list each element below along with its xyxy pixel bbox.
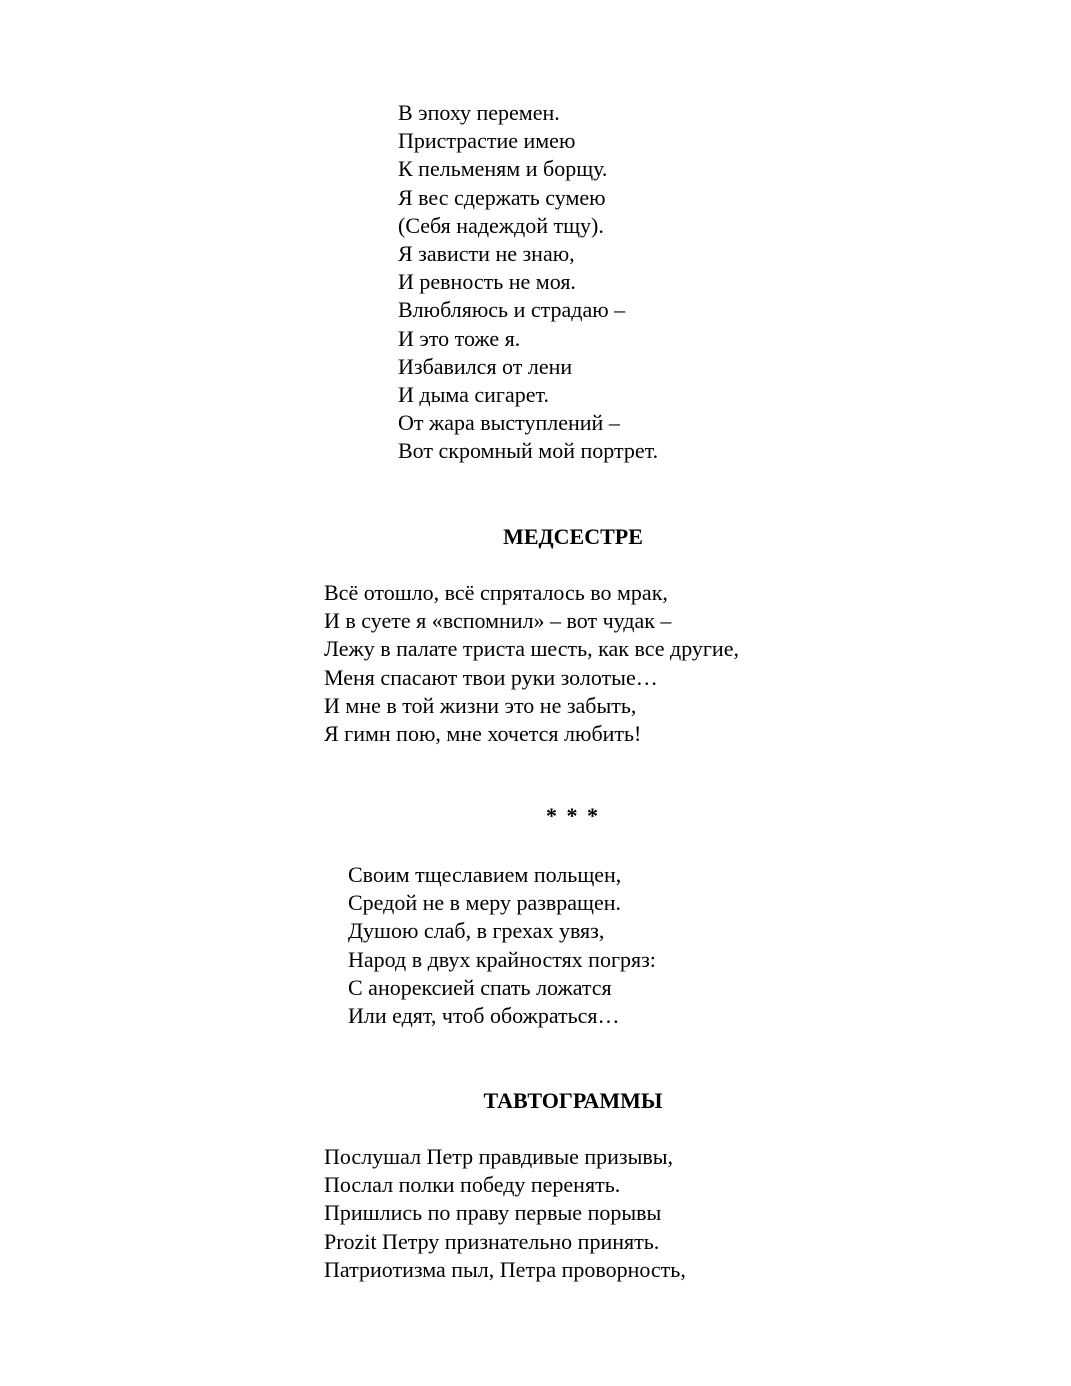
poem-line: Душою слаб, в грехах увяз, (348, 918, 605, 944)
poem-line: С анорексией спать ложатся (348, 974, 612, 1000)
poem-line: Послушал Петр правдивые призывы, (324, 1144, 674, 1169)
poem-line: От жара выступлений – (398, 410, 620, 436)
poem-line: И это тоже я. (398, 325, 521, 351)
poem-line: Средой не в меру развращен. (348, 890, 622, 916)
poem-line: Народ в двух крайностях погряз: (348, 946, 656, 972)
poem-line: И ревность не моя. (398, 269, 576, 295)
poem-line: Пристрастие имею (398, 128, 576, 154)
poem-stanza-continued (398, 99, 658, 466)
poem-line: Своим тщеславием польщен, (348, 862, 622, 887)
poem-line: (Себя надеждой тщу). (398, 212, 604, 238)
poem-line: Или едят, чтоб обожраться… (348, 1003, 620, 1029)
poem-separator-asterisks: * * * (546, 803, 600, 828)
poem-title-tavtogrammy: ТАВТОГРАММЫ (483, 1088, 663, 1113)
poem-title-medsestre: МЕДСЕСТРЕ (503, 524, 643, 549)
poem-line: Всё отошло, всё спряталось во мрак, (324, 580, 668, 605)
poem-line: Лежу в палате триста шесть, как все другие, (324, 636, 739, 662)
poem-line: Вот скромный мой портрет. (398, 438, 659, 464)
poem-line: Послал полки победу перенять. (324, 1172, 621, 1198)
poem-line: И мне в той жизни это не забыть, (324, 692, 637, 718)
poem-line: Меня спасают твои руки золотые… (324, 664, 658, 690)
poem-line: В эпоху перемен. (398, 100, 560, 125)
poem-line: Пришлись по праву первые порывы (324, 1200, 662, 1226)
poem-line: Влюбляюсь и страдаю – (398, 297, 626, 323)
poem-line: Я зависти не знаю, (398, 241, 575, 267)
poem-line: Prozit Петру признательно принять. (324, 1228, 660, 1254)
poem-stanza-tavtogrammy (324, 1143, 686, 1284)
poem-line: Избавился от лени (398, 353, 573, 379)
poem-line: И в суете я «вспомнил» – вот чудак – (324, 608, 672, 634)
poem-line: Патриотизма пыл, Петра проворность, (324, 1256, 686, 1282)
poem-line: И дыма сигарет. (398, 382, 549, 408)
poem-line: К пельменям и борщу. (398, 156, 608, 182)
poem-stanza-untitled (348, 861, 656, 1030)
poem-line: Я гимн пою, мне хочется любить! (324, 721, 642, 747)
poem-stanza-medsestre (324, 579, 739, 748)
poem-line: Я вес сдержать сумею (398, 184, 606, 210)
